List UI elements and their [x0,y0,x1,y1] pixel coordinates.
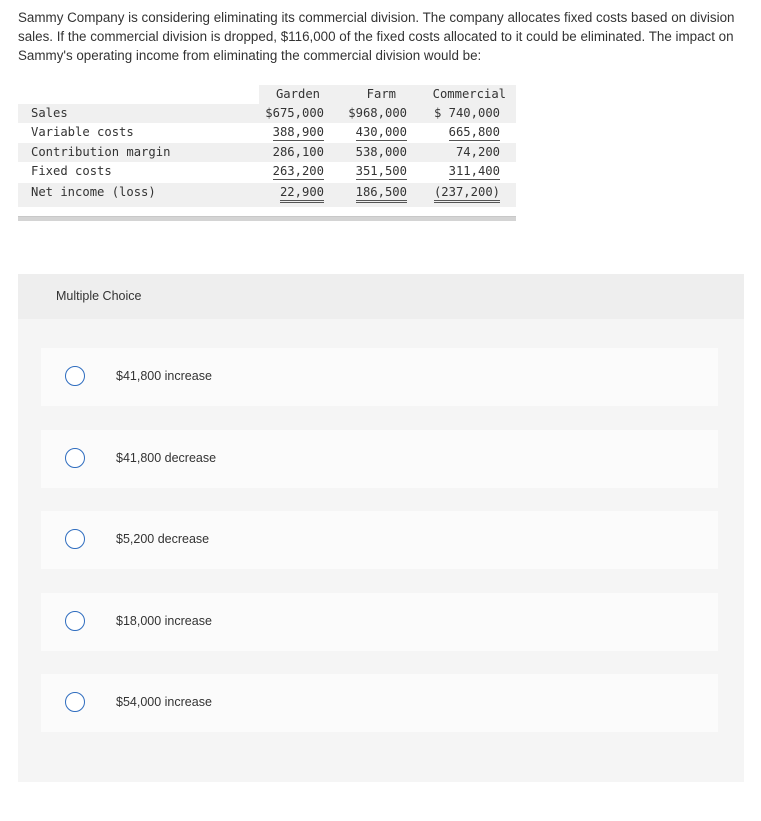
table-row-sales [18,104,516,123]
cell-commercial: 665,800 [448,125,500,139]
choice-option-3[interactable] [41,511,718,569]
table-row-fixed-costs [18,162,516,181]
header-garden: Garden [275,87,320,101]
cell-farm: 538,000 [355,145,407,159]
question-text: Sammy Company is considering eliminating its commercial division. The company allocates fixed costs based on division sales. If the commercial division is dropped, $116,000 of the fixed costs allocated to it could be eliminated. The impact on Sammy's operating income from eliminating the commercial division would be: [18,10,735,63]
choice-label: $41,800 increase [116,369,212,383]
multiple-choice-panel [18,274,744,782]
radio-button[interactable] [65,611,85,631]
row-label: Contribution margin [31,145,171,159]
cell-farm: 351,500 [355,164,407,178]
row-label: Net income (loss) [31,185,156,199]
row-label: Sales [31,106,68,120]
cell-commercial: 74,200 [455,145,500,159]
cell-commercial: 311,400 [448,164,500,178]
cell-garden: 388,900 [272,125,324,139]
cell-garden: 263,200 [272,164,324,178]
cell-garden: 22,900 [280,185,324,203]
table-row-net-income [18,183,516,207]
row-label: Variable costs [31,125,134,139]
cell-farm: $968,000 [348,106,407,120]
choice-option-5[interactable] [41,674,718,732]
cell-farm: 186,500 [356,185,407,203]
choice-label: $54,000 increase [116,695,212,709]
cell-commercial: (237,200) [434,185,500,203]
header-farm: Farm [366,87,396,101]
financial-table [18,85,516,221]
choice-label: $41,800 decrease [116,451,217,465]
table-scrollbar[interactable] [18,216,516,221]
radio-button[interactable] [65,692,85,712]
choice-option-1[interactable] [41,348,718,406]
cell-garden: $675,000 [265,106,324,120]
choice-label: $5,200 decrease [116,532,210,546]
choice-option-4[interactable] [41,593,718,651]
multiple-choice-title: Multiple Choice [56,289,142,303]
table-row-variable-costs [18,123,516,142]
radio-button[interactable] [65,448,85,468]
multiple-choice-header [18,274,744,319]
cell-garden: 286,100 [272,145,324,159]
cell-farm: 430,000 [355,125,407,139]
row-label: Fixed costs [31,164,112,178]
table-row-contribution-margin [18,143,516,162]
table-header-row [18,85,516,104]
radio-button[interactable] [65,529,85,549]
radio-button[interactable] [65,366,85,386]
choice-label: $18,000 increase [116,614,212,628]
choice-option-2[interactable] [41,430,718,488]
cell-commercial: $ 740,000 [433,106,500,120]
header-commercial: Commercial [432,87,506,101]
